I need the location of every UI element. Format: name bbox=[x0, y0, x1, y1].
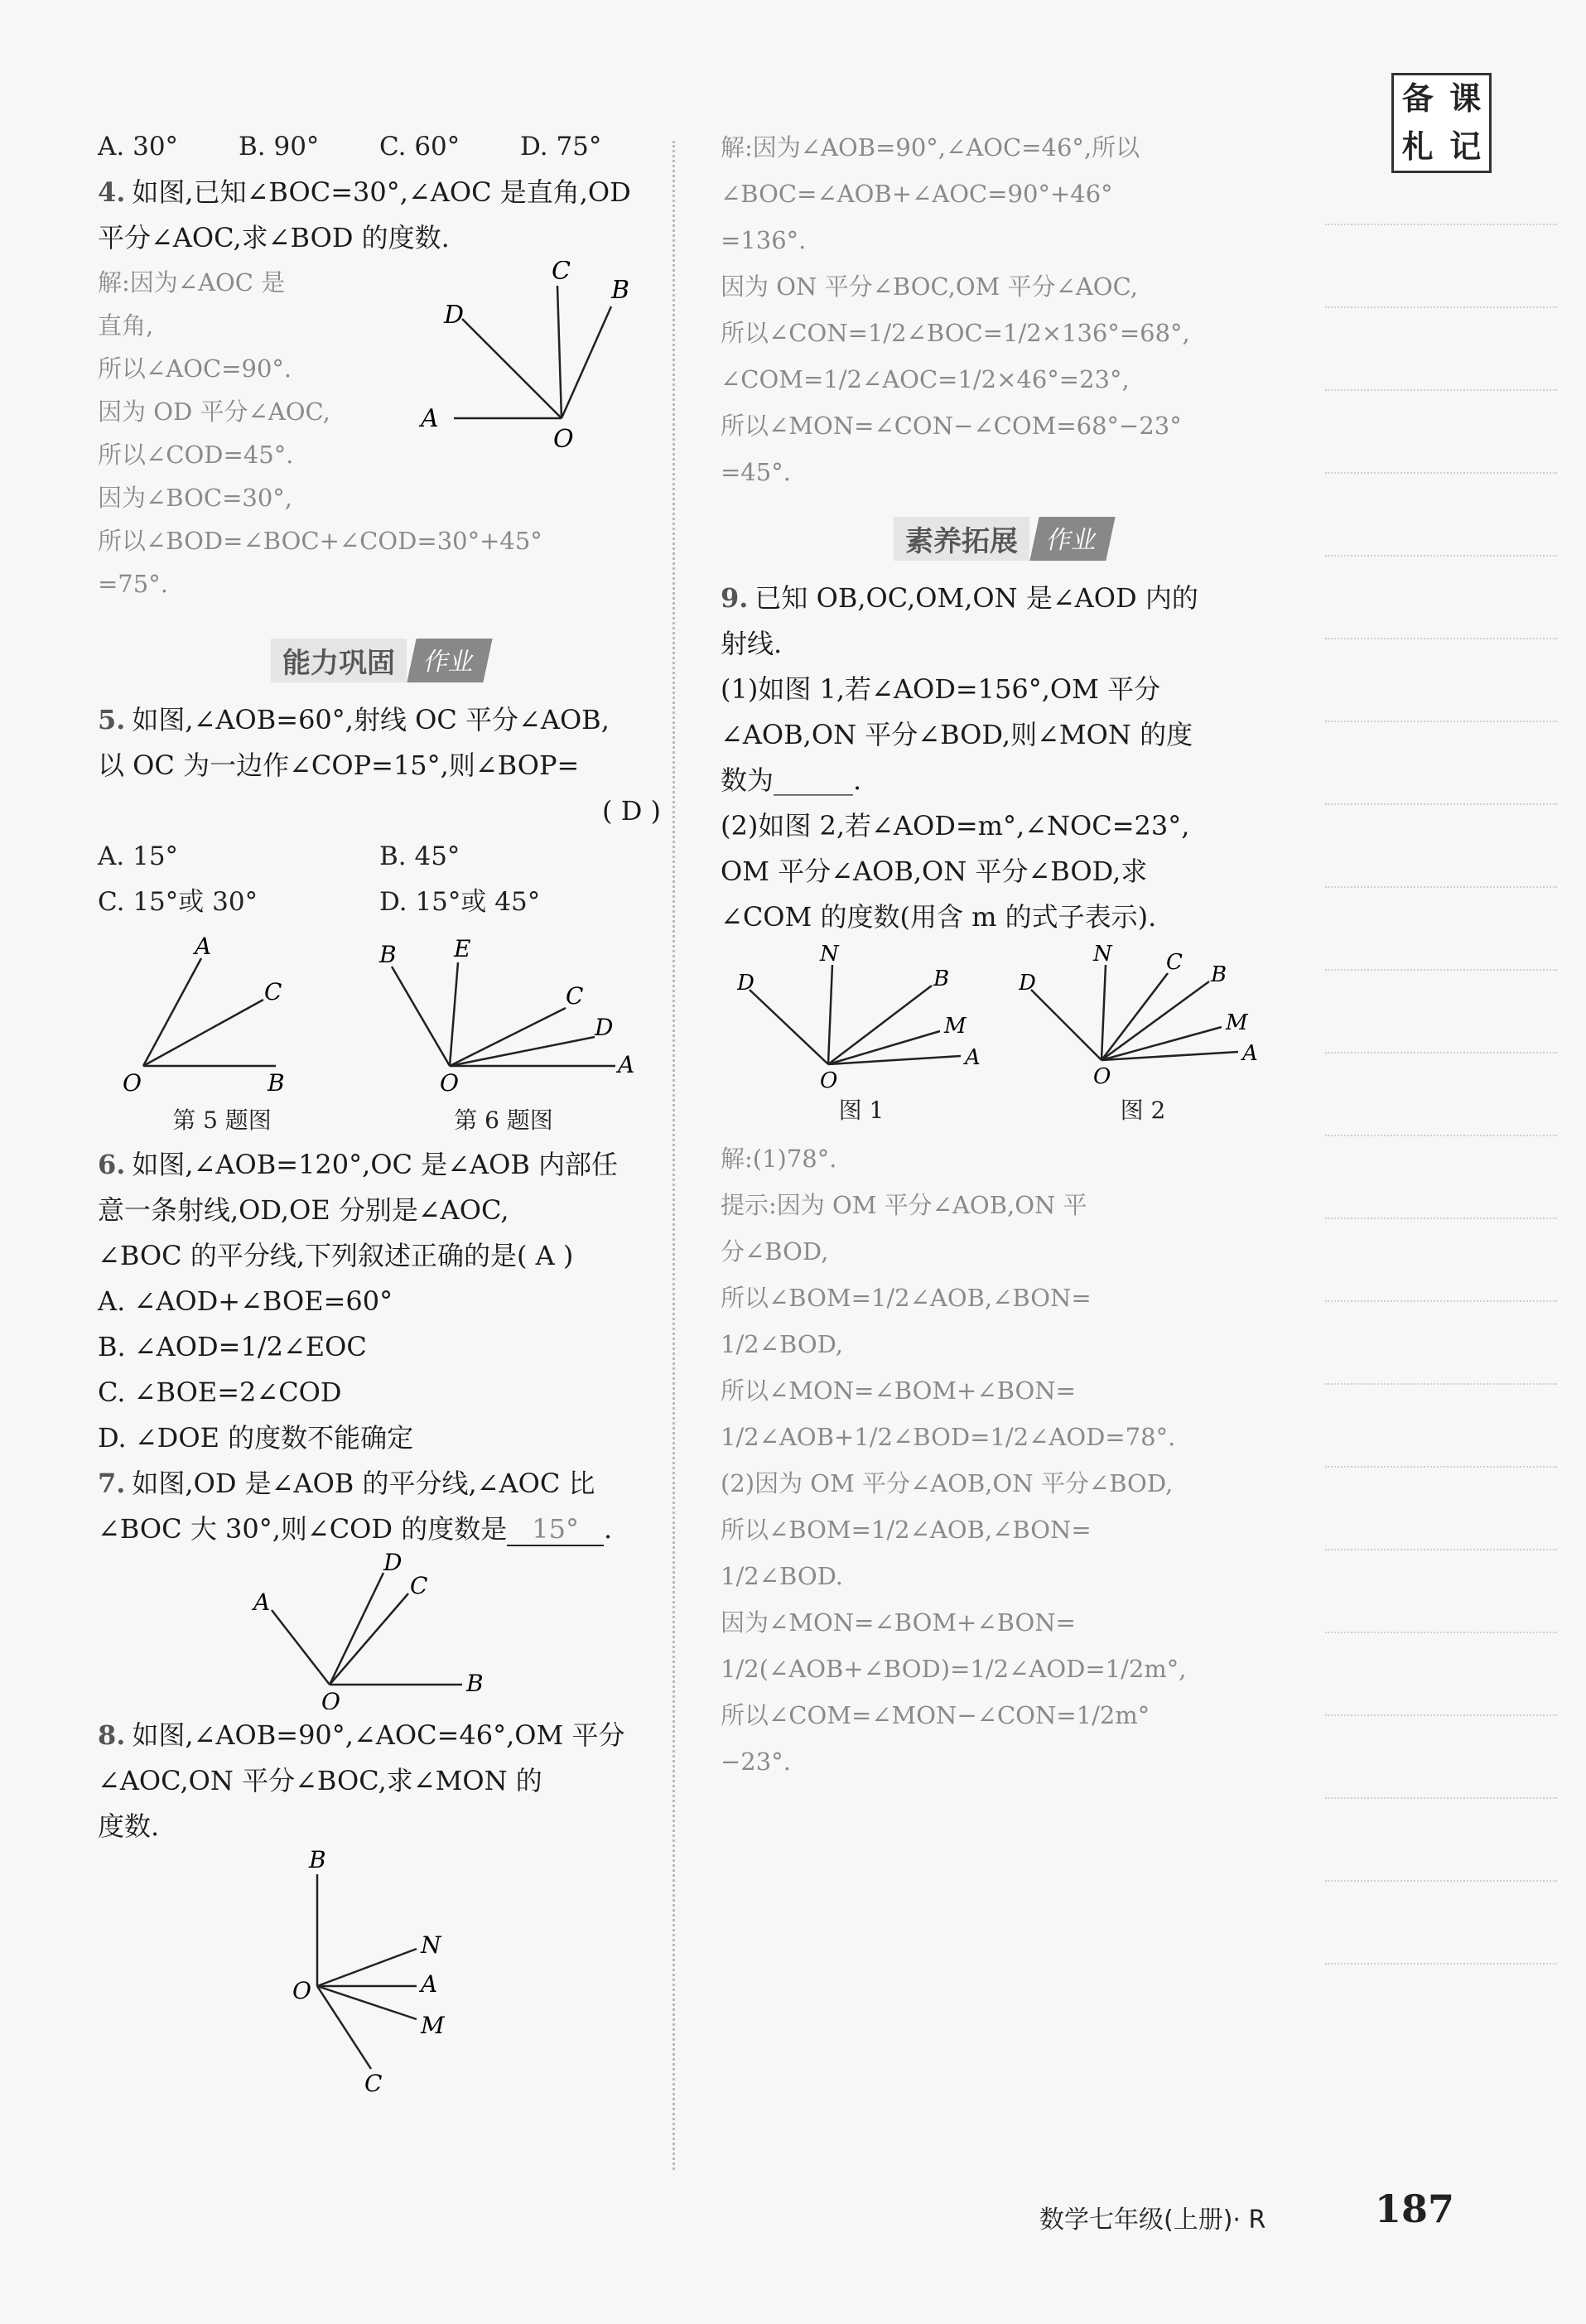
footer-book-title: 数学七年级(上册)· R bbox=[1039, 2206, 1266, 2235]
svg-text:O: O bbox=[321, 1688, 340, 1709]
svg-text:B: B bbox=[466, 1670, 484, 1697]
svg-text:C: C bbox=[566, 982, 584, 1010]
q8-solution: 解:因为∠AOB=90°,∠AOC=46°,所以 ∠BOC=∠AOB+∠AOC=90°+46° =136°. 因为 ON 平分∠BOC,OM 平分∠AOC, 所以∠CON=1/2∠BOC=1/2×136°=68°, ∠COM=1/2∠AOC=1/2×46°=23°, 所以∠MON=∠CON−∠COM=68°−23° =45°. bbox=[721, 133, 1190, 486]
right-column bbox=[721, 124, 1284, 1785]
svg-text:C: C bbox=[264, 978, 282, 1005]
question-5: 5. 如图,∠AOB=60°,射线 OC 平分∠AOB, 以 OC 为一边作∠COP=15°,则∠BOP= ( D ) A. 15° B. 45° C. 15°或 30° D. 15°或 45° bbox=[98, 704, 661, 917]
svg-text:B: B bbox=[268, 1069, 285, 1097]
svg-text:B: B bbox=[1211, 962, 1227, 987]
svg-text:D: D bbox=[383, 1552, 403, 1576]
svg-text:N: N bbox=[1093, 942, 1112, 967]
svg-text:D: D bbox=[1019, 971, 1036, 996]
question-7: 7. 如图,OD 是∠AOB 的平分线,∠AOC 比 ∠BOC 大 30°,则∠COD 的度数是 15° . D C A O B bbox=[98, 1461, 661, 1713]
svg-text:C: C bbox=[552, 261, 571, 286]
q9-figures bbox=[721, 940, 1284, 1126]
svg-text:B: B bbox=[379, 941, 397, 968]
svg-text:M: M bbox=[1226, 1010, 1248, 1035]
svg-text:N: N bbox=[820, 942, 839, 967]
page-number: 187 bbox=[1375, 2187, 1455, 2231]
svg-text:O: O bbox=[820, 1068, 838, 1089]
q9-fig1: N B D M O A 图 1 bbox=[737, 942, 981, 1124]
question-4: 4. 如图,已知∠BOC=30°,∠AOC 是直角,OD 平分∠AOC,求∠BOD 的度数. 解:因为∠AOC 是 直角, 所以∠AOC=90°. 因为 OD 平分∠AOC, 所以∠COD=45°. 因为∠BOC=30°, 所以∠BOD=∠BOC+∠COD=30°+45° =75°. C B D A O bbox=[98, 170, 661, 617]
svg-text:A: A bbox=[421, 404, 439, 433]
svg-text:A: A bbox=[195, 933, 212, 960]
svg-text:A: A bbox=[965, 1045, 981, 1070]
fig-5-6-row bbox=[98, 933, 661, 1135]
svg-text:B: B bbox=[309, 1849, 326, 1873]
svg-text:A: A bbox=[253, 1589, 271, 1616]
column-divider bbox=[672, 141, 675, 2170]
q9-solution: 解:(1)78°. 提示:因为 OM 平分∠AOB,ON 平 分∠BOD, 所以∠BOM=1/2∠AOB,∠BON= 1/2∠BOD, 所以∠MON=∠BOM+∠BON= 1/2∠AOB+1/2∠BOD=1/2∠AOD=78°. (2)因为 OM 平分∠AOB,ON 平分∠BOD, 所以∠BOM=1/2∠AOB,∠BON= 1/2∠BOD. 因为∠MON=∠BOM+∠BON= 1/2(∠AOB+∠BOD)=1/2∠AOD=1/2m°, 所以∠COM=∠MON−∠CON=1/2m° −23°. bbox=[721, 1145, 1187, 1776]
logo-stamp: 备 课 札 记 bbox=[1391, 73, 1492, 173]
svg-text:O: O bbox=[440, 1069, 459, 1097]
question-6: 6. 如图,∠AOB=120°,OC 是∠AOB 内部任 意一条射线,OD,OE 分别是∠AOC, ∠BOC 的平分线,下列叙述正确的是( A ) A. ∠AOD+∠BOE=60° B. ∠AOD=1/2∠EOC C. ∠BOE=2∠COD D. ∠DOE 的度数不能确定 bbox=[98, 1149, 619, 1454]
svg-text:O: O bbox=[123, 1069, 142, 1097]
section-header-ability: 能力巩固 作业 bbox=[98, 639, 661, 682]
q3-options: A. 30° B. 90° C. 60° D. 75° bbox=[98, 132, 602, 162]
svg-text:O: O bbox=[1093, 1064, 1111, 1089]
svg-text:N: N bbox=[421, 1931, 441, 1959]
left-column bbox=[98, 124, 661, 2101]
svg-text:M: M bbox=[944, 1014, 967, 1039]
question-9: 9. 已知 OB,OC,OM,ON 是∠AOD 内的 射线. (1)如图 1,若∠AOD=156°,OM 平分 ∠AOB,ON 平分∠BOD,则∠MON 的度 数为______. (2)如图 2,若∠AOD=m°,∠NOC=23°, OM 平分∠AOB,ON 平分∠BOD,求 ∠COM 的度数(用含 m 的式子表示). bbox=[721, 582, 1198, 933]
section-header-extension: 素养拓展 作业 bbox=[721, 517, 1284, 561]
q7-figure bbox=[247, 1552, 512, 1709]
svg-text:C: C bbox=[364, 2070, 383, 2097]
fig-6: B E C D O A 第 6 题图 bbox=[379, 935, 635, 1134]
q9-fig2: N C B D M O A 图 2 bbox=[1019, 942, 1258, 1124]
svg-text:A: A bbox=[421, 1970, 438, 1998]
q8-figure bbox=[272, 1849, 470, 2098]
svg-text:D: D bbox=[595, 1014, 614, 1041]
fig-5: A C O B 第 5 题图 bbox=[123, 933, 285, 1134]
svg-text:C: C bbox=[410, 1572, 428, 1599]
q4-figure bbox=[412, 261, 653, 460]
question-8: 8. 如图,∠AOB=90°,∠AOC=46°,OM 平分 ∠AOC,ON 平分∠BOC,求∠MON 的 度数. B N O A M C bbox=[98, 1719, 625, 2097]
svg-text:A: A bbox=[1242, 1041, 1258, 1066]
svg-text:E: E bbox=[454, 935, 471, 962]
svg-text:M: M bbox=[421, 2012, 445, 2039]
svg-text:D: D bbox=[737, 971, 754, 996]
svg-text:B: B bbox=[611, 276, 630, 305]
svg-text:O: O bbox=[292, 1977, 311, 2004]
svg-text:O: O bbox=[553, 425, 574, 454]
svg-text:C: C bbox=[1166, 950, 1183, 975]
svg-text:D: D bbox=[444, 301, 465, 330]
svg-text:A: A bbox=[618, 1051, 635, 1078]
svg-text:B: B bbox=[933, 967, 950, 991]
